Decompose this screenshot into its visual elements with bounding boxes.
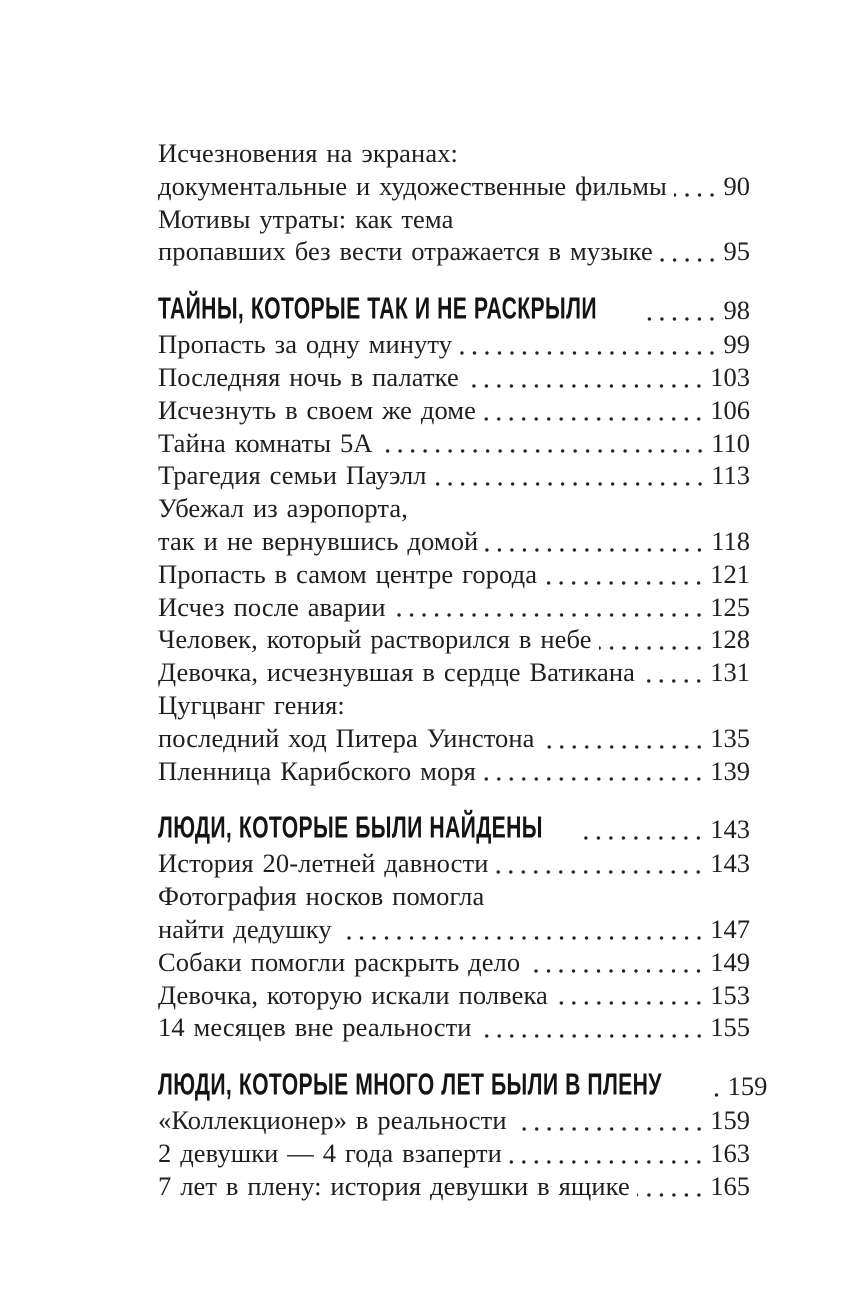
page-number: 95	[723, 236, 750, 267]
toc-entry-title: Пленница Карибского моря	[158, 755, 476, 786]
toc-entry	[158, 1104, 750, 1137]
toc-entry-title: Девочка, исчезнувшая в сердце Ватикана	[158, 657, 636, 688]
toc-entry-title: Человек, который растворился в небе	[158, 624, 592, 655]
dot-leader	[642, 317, 722, 321]
section-title: ТАЙНЫ, КОТОРЫЕ ТАК И НЕ РАСКРЫЛИ	[158, 290, 597, 326]
toc-entry	[158, 689, 750, 722]
dot-leader	[483, 417, 709, 421]
toc-entry	[158, 328, 750, 361]
toc-entry	[158, 656, 750, 689]
toc-entry-title: Пропасть в самом центре города	[158, 558, 538, 589]
page-number: 159	[727, 1071, 768, 1102]
dot-leader	[380, 449, 711, 453]
toc-section-heading	[158, 292, 750, 328]
toc-entry-title: История 20-летней давности	[158, 848, 489, 879]
dot-leader	[479, 1034, 710, 1038]
toc-entry-title: последний ход Питера Уинстона	[158, 722, 535, 753]
toc-entry	[158, 979, 750, 1012]
page-number: 90	[723, 170, 750, 201]
toc-section-heading	[158, 1066, 768, 1104]
dot-leader	[660, 258, 723, 262]
dot-leader	[509, 1160, 709, 1164]
dot-leader	[637, 1193, 709, 1197]
dot-leader	[393, 613, 710, 617]
toc-entry-title: Исчезнуть в своем же доме	[158, 394, 477, 425]
dot-leader	[599, 646, 710, 650]
dot-leader	[544, 581, 709, 585]
page-number: 110	[711, 427, 750, 458]
toc-entry-title: документальные и художественные фильмы	[158, 170, 667, 201]
page-number: 125	[710, 591, 750, 622]
page-number: 139	[710, 755, 750, 786]
toc-entry	[158, 427, 750, 460]
toc-entry-title: «Коллекционер» в реальности	[158, 1105, 507, 1136]
toc-entry	[158, 591, 750, 624]
dot-leader	[485, 548, 710, 552]
page-number: 103	[710, 361, 750, 392]
toc-entry	[158, 394, 750, 427]
toc-entry-title: найти дедушку	[158, 913, 332, 944]
dot-leader	[459, 351, 722, 355]
section-title: ЛЮДИ, КОТОРЫЕ БЫЛИ НАЙДЕНЫ	[158, 809, 543, 845]
page-number: 155	[710, 1012, 750, 1043]
dot-leader	[713, 1093, 727, 1097]
dot-leader	[642, 679, 709, 683]
dot-leader	[527, 969, 709, 973]
toc-entry-title: Тайна комнаты 5А	[158, 427, 373, 458]
dot-leader	[483, 777, 709, 781]
toc-entry	[158, 492, 750, 525]
toc-entry	[158, 203, 750, 236]
toc-entry-title: Собаки помогли раскрыть дело	[158, 946, 521, 977]
page-number: 143	[710, 848, 750, 879]
dot-leader	[495, 870, 709, 874]
toc-entry	[158, 880, 750, 913]
toc-entry	[158, 137, 750, 170]
toc-entry-title: 2 девушки — 4 года взаперти	[158, 1137, 502, 1168]
page-number: 165	[710, 1170, 750, 1201]
page-number: 99	[723, 329, 750, 360]
toc-entry	[158, 558, 750, 591]
toc-entry-title: так и не вернувшись домой	[158, 525, 479, 556]
page-number: 106	[710, 394, 750, 425]
page-number: 159	[710, 1105, 750, 1136]
toc-entry-title: Фотография носков помогла	[158, 881, 485, 912]
dot-leader	[434, 482, 711, 486]
dot-leader	[674, 193, 723, 197]
page-number: 163	[710, 1137, 750, 1168]
toc-entry-title: Последняя ночь в палатке	[158, 361, 459, 392]
page-number: 128	[710, 624, 750, 655]
page-number: 113	[711, 460, 750, 491]
toc-entry	[158, 722, 750, 755]
toc-entry	[158, 1137, 750, 1170]
table-of-contents	[158, 137, 768, 1203]
page-number: 135	[710, 722, 750, 753]
page-number: 153	[710, 979, 750, 1010]
toc-entry	[158, 755, 750, 788]
toc-entry	[158, 1170, 750, 1203]
page-number: 121	[710, 558, 750, 589]
page-number: 147	[710, 913, 750, 944]
toc-entry	[158, 1011, 750, 1044]
toc-entry	[158, 623, 750, 656]
toc-entry-title: Исчезновения на экранах:	[158, 138, 459, 168]
page-number: 118	[711, 525, 750, 556]
dot-leader	[555, 1001, 709, 1005]
page-number: 143	[710, 814, 750, 845]
toc-entry-title: 7 лет в плену: история девушки в ящике	[158, 1170, 630, 1201]
toc-entry	[158, 946, 750, 979]
toc-entry-title: Исчез после аварии	[158, 591, 386, 622]
dot-leader	[583, 836, 709, 840]
toc-entry	[158, 235, 750, 268]
dot-leader	[339, 936, 710, 940]
dot-leader	[466, 384, 709, 388]
toc-entry	[158, 361, 750, 394]
toc-entry	[158, 170, 750, 203]
toc-entry	[158, 847, 750, 880]
toc-entry-title: Мотивы утраты: как тема	[158, 203, 454, 234]
dot-leader	[542, 745, 710, 749]
toc-entry-title: Убежал из аэропорта,	[158, 493, 408, 524]
toc-entry-title: Цугцванг гения:	[158, 689, 345, 720]
toc-entry	[158, 525, 750, 558]
toc-entry-title: Девочка, которую искали полвека	[158, 979, 548, 1010]
page-number: 149	[710, 946, 750, 977]
toc-entry	[158, 913, 750, 946]
toc-entry-title: 14 месяцев вне реальности	[158, 1012, 472, 1043]
toc-entry-title: Пропасть за одну минуту	[158, 329, 453, 360]
toc-entry-title: Трагедия семьи Пауэлл	[158, 460, 427, 491]
toc-section-heading	[158, 811, 750, 847]
toc-entry-title: пропавших без вести отражается в музыке	[158, 236, 653, 267]
page-number: 131	[710, 657, 750, 688]
dot-leader	[514, 1127, 710, 1131]
page-number: 98	[723, 295, 750, 326]
toc-entry	[158, 459, 750, 492]
section-title: ЛЮДИ, КОТОРЫЕ МНОГО ЛЕТ БЫЛИ В ПЛЕНУ	[158, 1066, 662, 1102]
